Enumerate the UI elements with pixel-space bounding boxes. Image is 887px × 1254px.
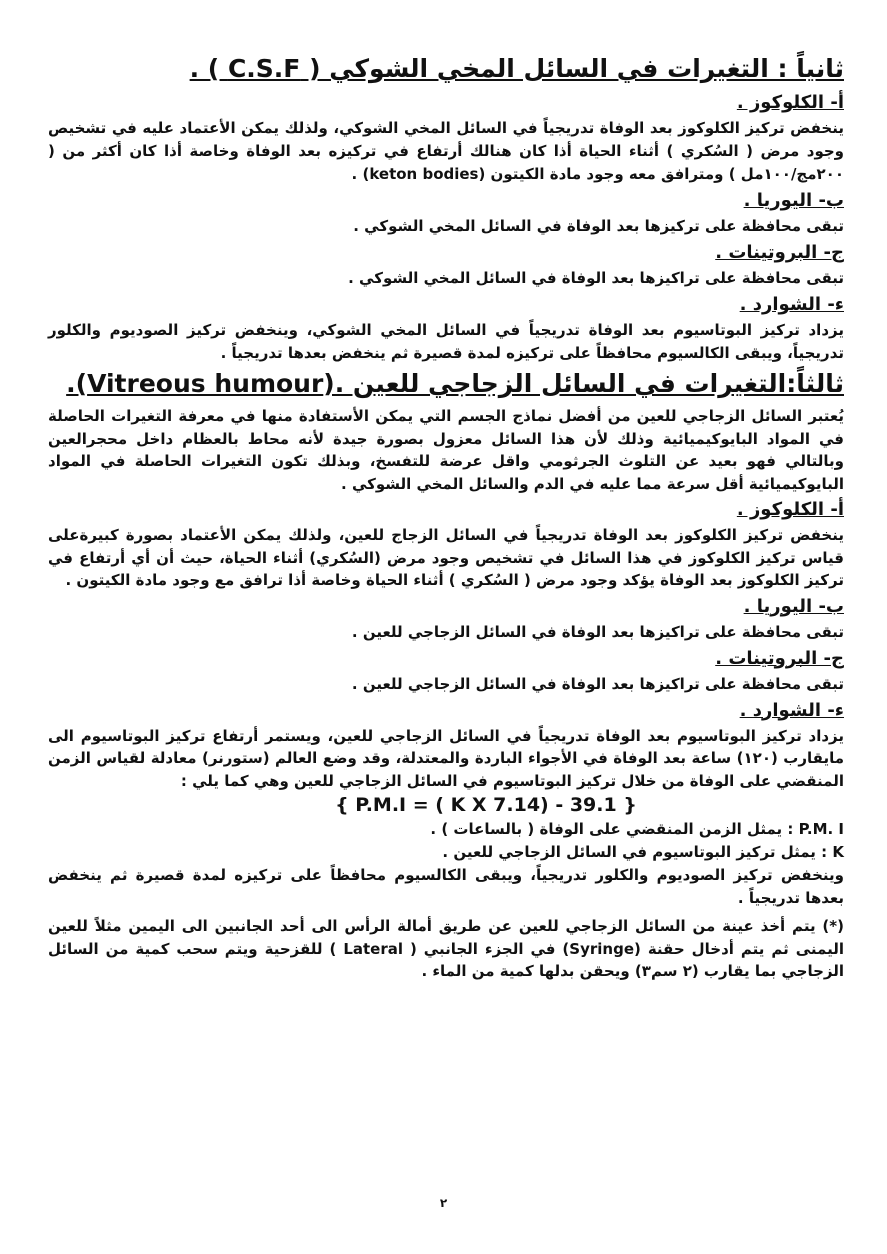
csf-electrolytes-heading: ء- الشوارد .	[739, 294, 844, 315]
vitreous-electrolytes-paragraph: يزداد تركيز البوتاسيوم بعد الوفاة تدريجياً في السائل الزجاجي للعين، ويستمر أرتفاع تركيز البوتاسيوم الى مايقارب (١٢٠) ساعة بعد الوفاة في الأجواء الباردة والمعتدلة، وقد وضع العالم (ستورنر) معادلة لقياس الزمن المنقضي على الوفاة من خلال تركيز البوتاسيوم في السائل الزجاجي للعين وهي كما يلي :	[48, 726, 844, 790]
csf-electrolytes-paragraph: يزداد تركيز البوتاسيوم بعد الوفاة تدريجياً في السائل المخي الشوكي، وينخفض تركيز الصوديوم والكلور تدريجياً، ويبقى الكالسيوم محافظاً على تركيزه لمدة قصيرة ثم ينخفض بعدها تدريجياً .	[48, 321, 844, 362]
vitreous-intro-paragraph: يُعتبر السائل الزجاجي للعين من أفضل نماذج الجسم التي يمكن الأستفادة منها في معرفة التغيرات الحاصلة في المواد البايوكيميائية وذلك لأن هذا السائل معزول بصورة جيدة لأنه محاط بالعظام داخل محجرالعين وبالتالي فهو بعيد عن التلوث الجرثومي واقل عرضة للتفسخ، وبذلك تكون التغيرات الحاصلة في المواد البايوكيميائية أقل سرعة مما عليه في الدم والسائل المخي الشوكي .	[48, 407, 844, 493]
vitreous-glucose-paragraph: ينخفض تركيز الكلوكوز بعد الوفاة تدريجياً في السائل الزجاج للعين، ولذلك يمكن الأعتماد بصورة كبيرةعلى قياس تركيز الكلوكوز في هذا السائل في تشخيص وجود مرض (السُكري) أثناء الحياة، حيث أن أي أرتفاع في تركيز الكلوكوز بعد الوفاة يؤكد وجود مرض ( السُكري ) أثناء الحياة وخاصة أذا ترافق مع وجود مادة الكيتون .	[48, 526, 844, 589]
section-title-vitreous: ثالثاً:التغيرات في السائل الزجاجي للعين .(Vitreous humour).	[66, 369, 844, 398]
csf-urea-paragraph: تبقى محافظة على تركيزها بعد الوفاة في السائل المخي الشوكي .	[353, 217, 844, 235]
csf-glucose-paragraph: ينخفض تركيز الكلوكوز بعد الوفاة تدريجياً في السائل المخي الشوكي، ولذلك يمكن الأعتماد عليه في تشخيص وجود مرض ( السُكري ) أثناء الحياة أذا كان هنالك أرتفاع في تركيزه بعد الوفاة وخاصة أذا كان أكثر من ( ٢٠٠مج/١٠٠مل ) ومترافق معه وجود مادة الكيتون (keton bodies) .	[48, 119, 844, 183]
vitreous-urea-paragraph: تبقى محافظة على تراكيزها بعد الوفاة في السائل الزجاجي للعين .	[351, 622, 844, 641]
csf-glucose-heading: أ- الكلوكوز .	[736, 92, 844, 113]
csf-proteins-heading: ج- البروتينات .	[715, 242, 844, 263]
sturner-formula: { P.M.I = ( K X 7.14) - 39.1 }	[335, 794, 637, 816]
sodium-chloride-paragraph: وينخفض تركيز الصوديوم والكلور تدريجياً، ويبقى الكالسيوم محافظاً على تركيزه لمدة قصيرة ثم ينخفض بعدها تدريجياً .	[48, 866, 844, 907]
vitreous-urea-heading: ب- اليوريا .	[743, 595, 844, 617]
sampling-note: (*) يتم أخذ عينة من السائل الزجاجي للعين عن طريق أمالة الرأس الى أحد الجانبين الى اليمين مثلاً للعين اليمنى ثم يتم أدخال حقنة (Syringe) في الجزء الجانبي ( Lateral ) للقزحية ويتم سحب كمية من السائل الزجاجي بما يقارب (٢ سم٣) ويحقن بدلها كمية من الماء .	[48, 917, 844, 980]
vitreous-proteins-heading: ج- البروتينات .	[715, 647, 844, 669]
k-definition: K : يمثل تركيز البوتاسيوم في السائل الزجاجي للعين .	[442, 843, 844, 861]
vitreous-electrolytes-heading: ء- الشوارد .	[739, 699, 844, 721]
vitreous-glucose-heading: أ- الكلوكوز .	[736, 499, 844, 520]
csf-proteins-paragraph: تبقى محافظة على تراكيزها بعد الوفاة في السائل المخي الشوكي .	[348, 269, 844, 287]
pmi-definition: P.M. I : يمثل الزمن المنقضي على الوفاة ( بالساعات ) .	[430, 820, 844, 838]
vitreous-proteins-paragraph: تبقى محافظة على تراكيزها بعد الوفاة في السائل الزجاجي للعين .	[351, 674, 844, 693]
csf-urea-heading: ب- اليوريا .	[743, 190, 844, 211]
page-number: ٢	[439, 1196, 448, 1210]
section-title-csf: ثانياً : التغيرات في السائل المخي الشوكي ( C.S.F ) .	[189, 54, 844, 83]
document-page	[48, 52, 844, 983]
